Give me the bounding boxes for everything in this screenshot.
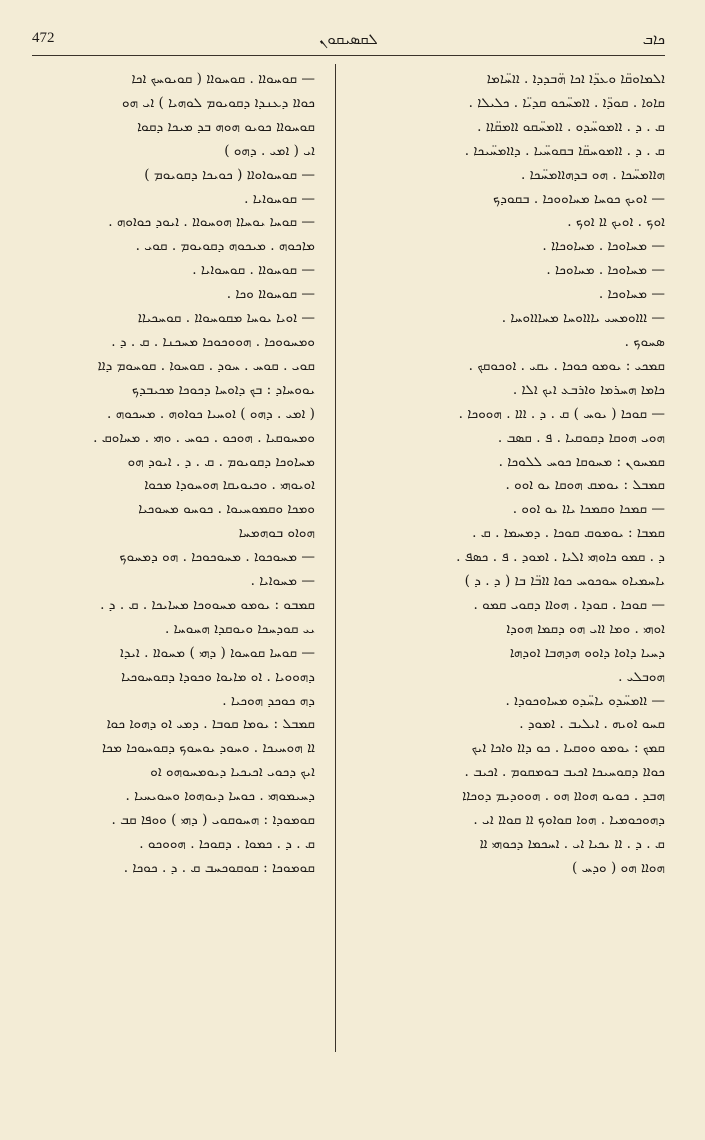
text-line: ܣܚܘܟ . (624, 333, 665, 350)
text-line: ܐܝܟ ܕܟܘܝ ܐܟܝܟܝܐ ܕܝܘܡܚܘܗܘ ܐܘ (150, 764, 315, 781)
text-line: ܐܘܗܝ . ܘܡܐ ܐܐܝ ܗܘ ܕܩܡܐ ܗܘܕܐ (506, 620, 665, 637)
text-line: ܝܐܚܡܝܐܘ ܚܘܟܘܚ ܟܘܐ ܐܐܒ̈ܐ ܒܐ ( ܕ . ܕ ) (464, 573, 665, 590)
text-line: ܟܐܡܐ ܗܚܪܡܐ ܘܐܪܒܥ ܐܝܟ ܐܠܐ . (512, 381, 665, 398)
text-line: ܘܡܟܐ ܘܩܡܘܚܝܘܐ . ܟܘܚܘ ܡܚܘܟܝܐ (138, 501, 315, 518)
text-line: ܘܡܚܘܘܟܐ . ܗܘܘܟܘܟܐ ܡܚܟܢܐ . ܩ . ܕ . (111, 333, 315, 350)
text-line: — ܡܚܐܘܟܐ . (598, 286, 665, 303)
text-line: ܩܘܡܘܕܐ : ܗܚܘܩܘܝ ( ܕܗܝ ) ܘܘܦܐ ܩܒ . (111, 812, 315, 829)
text-line: — ܐܐܡܚ̈ܕܘ ܝܐܚ̈ܕܘ ܡܚܐܘܟܘܕܐ . (505, 692, 665, 709)
text-line: ܕܗܘܟܘܡܝܐ . ܗܘܐ ܩܘܐܘܟ ܐܐ ܩܘܐܐ ܐܝ . (473, 812, 665, 829)
text-line: — ܡܚܘܐܝܐ . (250, 573, 315, 590)
text-line: ܐܐ ܗܘܚܝܟܐ . ܘܚܘܕ ܝܘܚܘܟ ܕܩܘܚܘܟܐ ܡܟܐ (101, 740, 315, 757)
text-line: ܕܚܝܡܘܗܝ . ܟܘܚܐ ܕܝܘܗܘܐ ܘܚܘܝܚܝܐ . (125, 788, 315, 805)
right-text-column (350, 68, 665, 1070)
text-line: ܟܘܐܐ ܕܥܢܕܐ ܕܩܘܝܘܡ ܠܘܗܝܐ ) ܐܝ ܗܘ (122, 94, 315, 111)
text-line: ܩ . ܕ . ܐܐܡܘܚ̈ܕܘ . ܐܐܡܚ̈ܩܘ ܐܐܡܩ̈ܐܐ . (477, 118, 665, 135)
text-line: ( ܐܡܝ . ܕܗܘ ) ܐܘܚܝܐ ܟܘܐܘܗ . ܡܚܟܘܗ . (107, 405, 315, 422)
text-line: ܩܡܟܝ : ܝܘܡܘ ܟܘܟܐ . ܝܩܝ . ܐܘܟܘܩܟ . (468, 357, 665, 374)
text-line: — ܩܡܟܐ ܘܩܡܟܐ ܝܐܐ ܝܘ ܐܘܘ . (512, 501, 665, 518)
running-title: ܠܩܣܝܩܘܢ (319, 30, 378, 48)
text-line: ܡܐܟܘܗ . ܡܝܟܘܗ ܕܩܘܝܘܡ . ܩܘܝ . (135, 238, 315, 255)
text-line: — ܡܚܐܘܟܐ . ܡܚܐܘܟܐܐ . (542, 238, 665, 255)
text-line: ܐܘܝܘܗܝ . ܘܟܝܘܝܩܐ ܗܘܚܘܕܐ ܡܟܘܐ (144, 477, 315, 494)
text-line: — ܡܚܐܘܟܐ . ܡܚܐܘܟܐ . (546, 262, 665, 279)
text-line: — ܐܘܝܐ ܝܘܚܐ ܡܩܘܚܘܐܐ . ܩܘܚܟܝܐܐ (137, 310, 315, 327)
text-line: — ܐܐܐܘܡܚܝ ܝܐܐܐܘܚܐ ܡܚܐܐܐܘܚܐ . (501, 310, 665, 327)
column-divider (335, 64, 336, 1052)
text-line: — ܩܘܚܘܐܝܐ . (244, 190, 315, 207)
text-line: ܕܗܘܘܝܐ . ܐܘ ܡܐܝܘܐ ܘܟܘܕܐ ܕܩܘܚܘܟܝܐ (121, 668, 315, 685)
text-line: ܝܘܘܚܐܕ : ܒܟ ܕܐܘܚܐ ܕܟܘܟܐ ܡܟܝܒܕܟ (131, 381, 315, 398)
text-line: ܩ . ܕ . ܐܐܡܘܚܩ̈ܐ ܒܩܘܚ̈ܝܐ . ܕܐܐܡܚ̈ܝܟܐ . (464, 142, 665, 159)
text-line: ܩܡܒܠ : ܝܘܡܐ ܩܘܒܐ . ܕܡܝ ܐܘ ܕܗܘܐ ܟܘܐ (106, 716, 315, 733)
text-line: — ܩܘܚܘܐܐ ܘܟܐ . (226, 286, 315, 303)
text-line: ܩܘܡܘܟܐ : ܩܘܩܘܟܚܒ ܩ . ܕ . ܟܘܟܐ . (123, 859, 315, 876)
text-line: ܐܠܡܐܘܩ̈ܐ ܘܥܕ̈ܐ ܐܟܐ ܗ̈ܒܕܕܐ . ܐܐܚ̈ܐܡܐ (486, 71, 665, 87)
text-line: — ܐܘܝܟ ܟܘܚܐ ܡܚܐܘܘܟܐ . ܒܩܘܕܟ (492, 190, 665, 207)
text-line: — ܡܚܘܟܘܐ . ܡܚܘܟܘܟܐ . ܗܘ ܕܡܚܘܟ (119, 549, 315, 566)
header-rule (32, 55, 665, 56)
text-line: ܝܝ ܩܘܕܚܟܐ ܘܝܘܩܕܐ ܗܚܘܚܐ . (164, 620, 315, 637)
text-line: ܗܒܕ . ܟܘܝܘ ܗܘܐܐ ܗܘ . ܗܘܘܕܝܡ ܕܘܟܐܐ (462, 788, 665, 805)
text-line: ܩܘܚܘܐܐ ܟܘܝܘ ܗܘܗ ܒܕ ܡܝܟܐ ܕܩܘܐ (137, 118, 315, 135)
text-line: ܕ . ܩܡܘ ܟܐܘܗܝ ܐܠܝܐ . ܐܡܘܕ . ܦ . ܟܣܦ . (456, 549, 665, 566)
text-line: — ܩܘܚܘܐܘܐܐ ( ܟܘܝܟܐ ܕܩܘܝܘܡ ) (144, 166, 315, 183)
text-line: ܩܚܘ ܐܘܝܗ . ܐܝܠܝܒ . ܐܡܘܕ . (519, 716, 665, 733)
text-line: ܩ . ܕ . ܟܡܘܐ . ܕܩܘܟܐ . ܗܘܘܟܘ . (139, 836, 315, 852)
text-line: ܩ . ܕ . ܐܐ ܝܟܝܐ ܐܝ . ܐܚܟܡܐ ܕܟܘܗܝ ܐܐ (479, 836, 665, 852)
text-line: — ܩܘܚܐ ܝܘܚܐܐ ܗܘܚܘܐܐ . ܐܝܘܕ ܟܘܐܘܗ . (108, 214, 315, 231)
text-line: — ܩܘܟܐ ( ܝܘܚ ) ܩ . ܕ . ܐܐܐ . ܗܘܘܟܐ . (458, 405, 665, 422)
text-line: — ܩܘܚܐ ܩܘܚܘܐ ( ܕܗܝ ) ܡܚܘܐܐ . ܐܝܕܐ (120, 644, 315, 661)
text-line: — ܩܘܟܐ . ܩܘܕܐ . ܗܘܐܐ ܕܩܘܝ ܩܡܘ . (473, 596, 665, 613)
text-line: ܕܗ ܟܘܟܕ ܗܘܟܝܐ . (222, 692, 315, 709)
text-line: ܩܡܒܠ : ܝܘܡܩ ܗܘܩܐ ܝܘ ܐܘܘ . (505, 477, 665, 494)
text-line: ܗܘܐܘ ܒܘܗܡܚܐ (238, 525, 315, 542)
text-line: ܗܘܐܐ ܗܘ ( ܘܕܚ ) (572, 859, 665, 876)
text-line: — ܩܘܚܘܐܐ . ܩܘܚܘܐܐ ( ܩܘܝܘܚܟ ܐܟܐ (131, 71, 315, 87)
header-catchword: ܟܐܒ (642, 30, 665, 48)
text-line: ܗܘܒܠܝ . (618, 668, 665, 685)
page-number: 472 (32, 30, 55, 46)
text-line: ܗܐܐܡܚ̈ܟܐ . ܗܘ ܒܕܗܐܐܡܚ̈ܟܐ . (520, 166, 665, 183)
text-line: ܩܘܝ . ܩܘܚ . ܚܘܕ . ܩܘܚܘܐ . ܩܘܚܘܡ ܕܐܐ (97, 357, 315, 374)
text-line: ܩܡܟ : ܝܘܡܘ ܘܘܩܝܐ . ܟܘ ܕܐܐ ܘܐܟܐ ܐܝܟ (471, 740, 665, 757)
text-line: ܗܘܝ ܗܘܩܐ ܕܩܘܩܝܐ . ܦ . ܩܣܒ . (497, 429, 665, 446)
text-line: ܘܡܚܘܩܝܐ . ܗܘܟܘ . ܟܘܚ . ܘܗܝ . ܡܚܐܘܩ . (93, 429, 315, 446)
left-text-column (30, 68, 315, 1070)
text-line: ܟܘܐܐ ܕܩܘܚܝܟܐ ܐܟܝܒ ܒܘܡܩܘܡ . ܐܟܝܒ . (464, 764, 665, 781)
text-line: — ܩܘܚܘܐܐ . ܩܘܚܘܐܝܐ . (192, 262, 315, 279)
text-line: ܩܐܘܐ . ܩܘܕ̈ܐ . ܐܐܡܚ̈ܟܘ ܩܕܝ̈ܐ . ܟܠܝܠܐ . (468, 94, 665, 111)
text-line: ܩܡܒܘ : ܝܘܡܘ ܡܚܘܘܟܐ ܡܚܐܝܟܐ . ܩ . ܕ . (100, 596, 315, 613)
text-line: ܡܚܐܘܟܐ ܕܩܘܝܘܡ . ܩ . ܕ . ܐܝܘܕ ܗܘ (127, 453, 315, 470)
text-line: ܩܡܚܘܢ : ܡܚܘܩܐ ܟܘܚ ܠܠܘܟܐ . (498, 453, 665, 470)
text-line: ܐܘܟ . ܐܘܝܟ ܐܐ ܐܘܟ . (567, 214, 665, 231)
text-line: ܩܡܒܐ : ܝܘܡܘܩ ܩܘܟܐ . ܕܡܚܡܐ . ܩ . (472, 525, 665, 542)
text-line: ܐܝ ( ܐܡܝ . ܕܗܘ ) (224, 142, 315, 159)
text-line: ܕܚܝܐ ܕܐܘܐ ܕܐܘܘ ܗܕܗܒܐ ܐܘܕܗܐ (509, 644, 665, 661)
running-header (32, 30, 665, 54)
